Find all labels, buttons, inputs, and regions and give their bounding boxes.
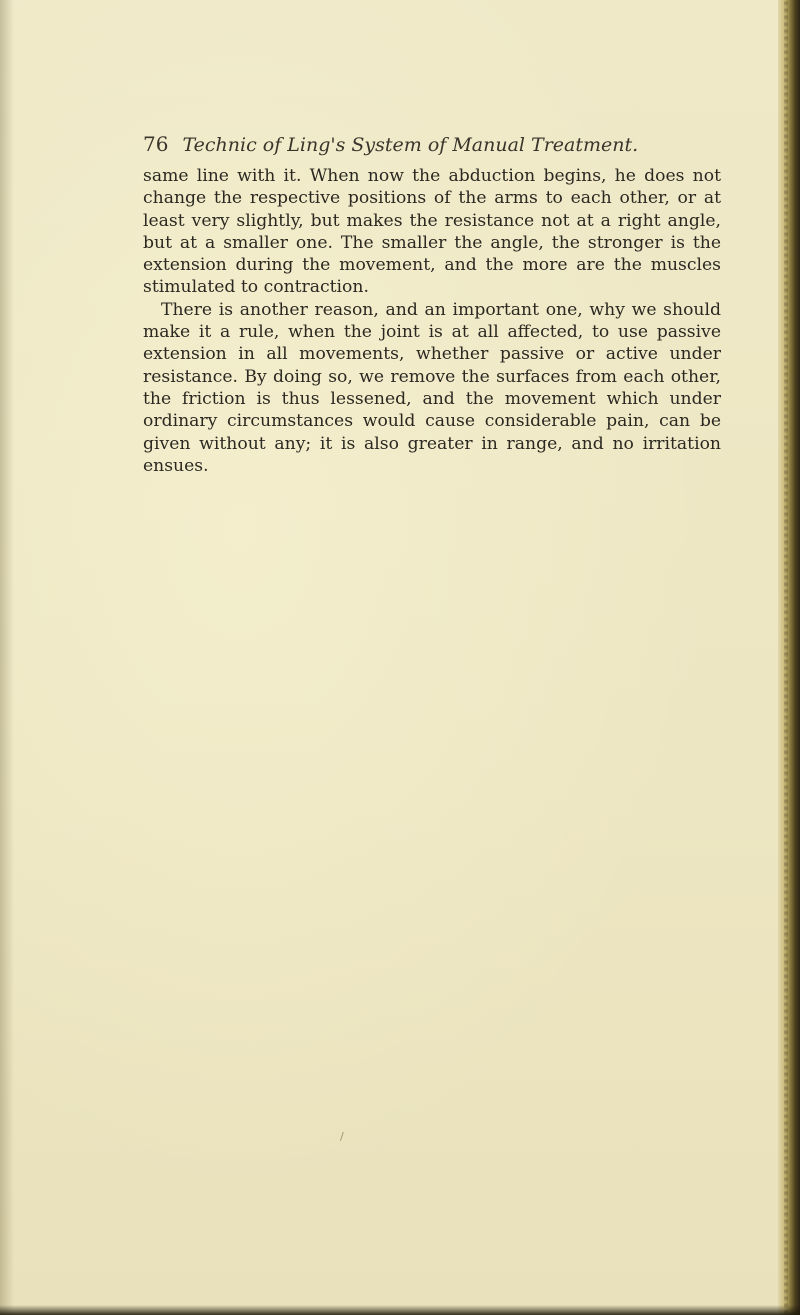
paragraph: There is another reason, and an important one, why we should make it a rule, when the joint is at all affected, to use passive extension in all movements, whether passive or active under resistance. By doing so, we remove the surfaces from each other, the friction is thus lessened, and the movement which under ordinary circumstances would cause considerable pain, can be given without any; it is also greater in range, and no irritation ensues. [143, 299, 721, 476]
body-text [143, 165, 721, 477]
paper-mark: / [340, 1130, 344, 1143]
page-number: 76 [143, 132, 169, 156]
gutter-shadow [0, 0, 14, 1315]
running-title: Technic of Ling's System of Manual Treatment. [182, 134, 639, 156]
paragraph-continued: same line with it. When now the abduction begins, he does not change the respective positions of the arms to each other, or at least very slightly, but makes the resistance not at a right angle, but at a smaller one. The smaller the angle, the stronger is the extension during the movement, and the more are the muscles stimulated to contraction. [143, 166, 721, 298]
page-bottom-edge [0, 1305, 800, 1315]
running-header [143, 132, 703, 162]
page-edge [778, 0, 800, 1315]
